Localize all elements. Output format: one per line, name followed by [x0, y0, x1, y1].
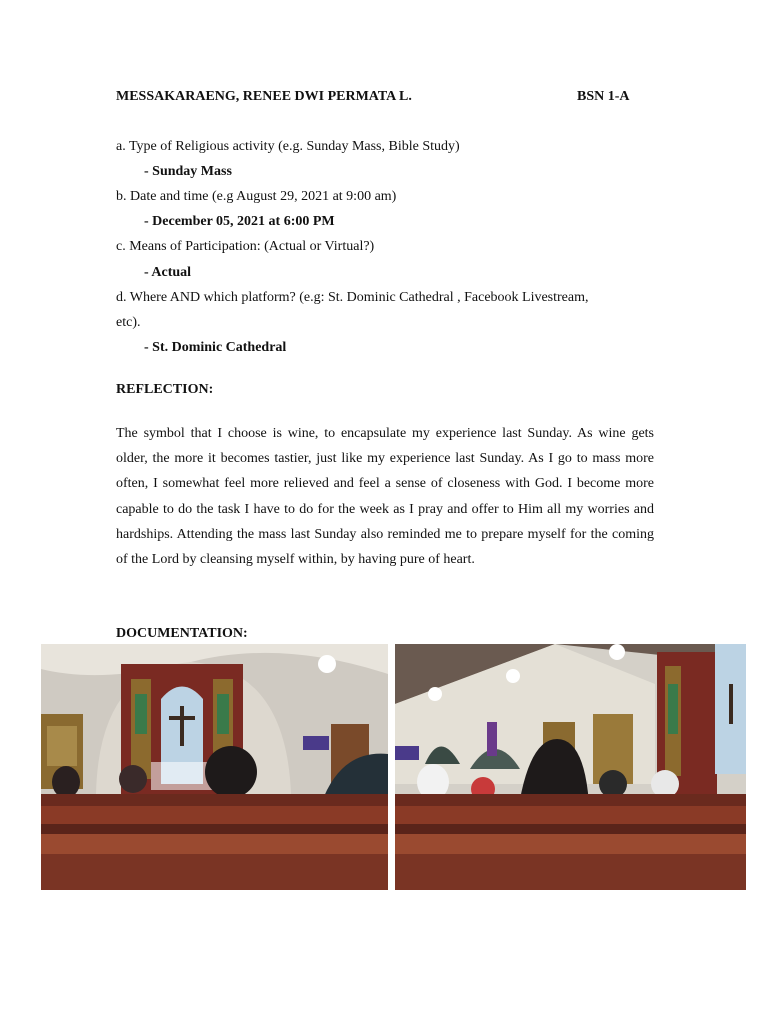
answer-b: - December 05, 2021 at 6:00 PM — [144, 214, 335, 229]
question-c: c. Means of Participation: (Actual or Virtual?) — [116, 239, 375, 254]
question-d-line1: d. Where AND which platform? (e.g: St. Dominic Cathedral , Facebook Livestream, — [116, 290, 589, 305]
answer-a: - Sunday Mass — [144, 164, 232, 179]
answer-c: - Actual — [144, 265, 192, 280]
reflection-heading: REFLECTION: — [116, 382, 214, 397]
question-d-line2: etc). — [116, 315, 141, 330]
church-photo-1 — [41, 644, 388, 890]
question-a: a. Type of Religious activity (e.g. Sunday Mass, Bible Study) — [116, 139, 460, 154]
student-name: MESSAKARAENG, RENEE DWI PERMATA L. — [116, 89, 412, 104]
reflection-body: The symbol that I choose is wine, to encapsulate my experience last Sunday. As wine gets older, the more it becomes tastier, just like my experience last Sunday. As I go to mass more often, I somewhat feel more relieved and feel a sense of closeness with God. I become more capable to do the task I have to do for the week as I pray and offer to Him all my worries and hardships. Attending the mass last Sunday also reminded me to prepare myself for the coming of the Lord by cleansing myself within, by having pure of heart. — [116, 426, 654, 568]
question-b: b. Date and time (e.g August 29, 2021 at 9:00 am) — [116, 189, 397, 204]
church-photo-2 — [395, 644, 746, 890]
answer-d: - St. Dominic Cathedral — [144, 340, 287, 355]
student-section: BSN 1-A — [577, 89, 630, 104]
documentation-heading: DOCUMENTATION: — [116, 626, 248, 641]
